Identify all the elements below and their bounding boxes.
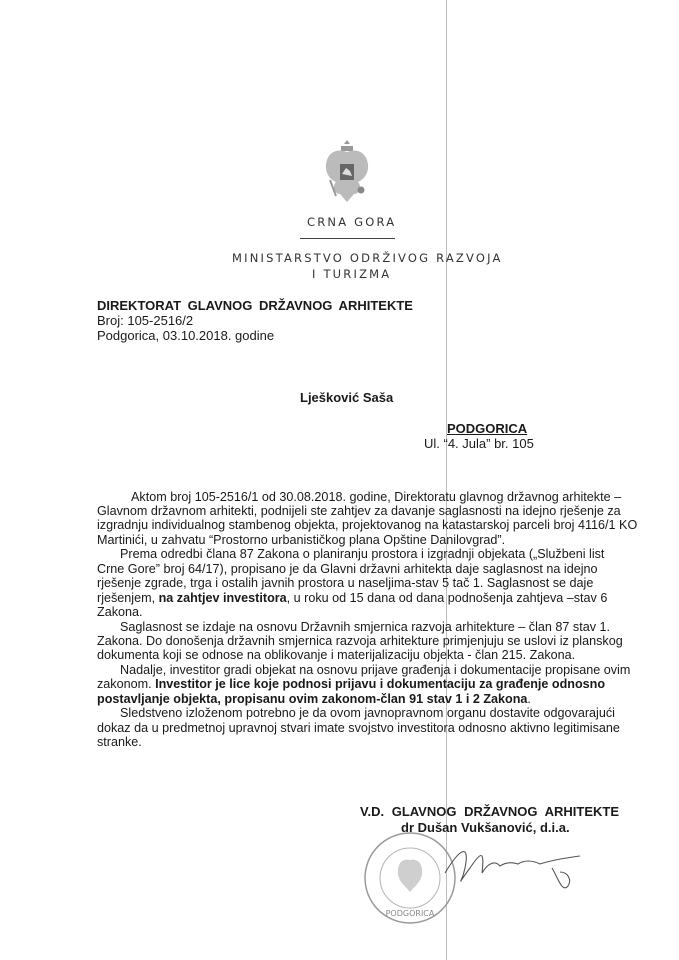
coat-of-arms-icon <box>322 138 372 208</box>
body-line: Zakona. Do donošenja državnih smjernica razvoja arhitekture primjenjuju se uslovi iz planskog <box>97 634 623 648</box>
signatory-name: dr Dušan Vukšanović, d.i.a. <box>401 820 570 835</box>
body-line: Aktom broj 105-2516/1 od 30.08.2018. godine, Direktoratu glavnog državnog arhitekte – <box>131 490 622 504</box>
recipient-city <box>447 421 527 436</box>
signatory-title: V.D. GLAVNOG DRŽAVNOG ARHITEKTE <box>360 804 620 819</box>
text: zakonom. <box>97 677 156 691</box>
body-line: izgradnju individualnog stambenog objekta, projektovanog na katastarskoj parceli broj 4116/1 KO <box>97 518 638 532</box>
body-line: Crne Gore” broj 64/17), propisano je da Glavni državni arhitekta daje saglasnost na idejno <box>97 562 598 576</box>
body-line: stranke. <box>97 735 142 749</box>
country-name: CRNA GORA <box>307 215 397 229</box>
ministry-name-line2: I TURIZMA <box>312 267 392 281</box>
handwritten-signature <box>440 838 590 898</box>
body-line: Saglasnost se izdaje na osnovu Državnih smjernica razvoja arhitekture – član 87 stav 1. <box>120 620 611 634</box>
body-line: Nadalje, investitor gradi objekat na osnovu prijave građenja i dokumentacije propisane ovim <box>120 663 631 677</box>
text: rješenjem, <box>97 591 159 605</box>
place-date: Podgorica, 03.10.2018. godine <box>97 328 275 343</box>
ministry-name-line1: MINISTARSTVO ODRŽIVOG RAZVOJA <box>232 251 503 265</box>
emphasis: Investitor je lice koje podnosi prijavu i dokumentaciju za građenje odnosno <box>155 677 606 691</box>
body-line <box>97 692 572 706</box>
document-number: Broj: 105-2516/2 <box>97 313 194 328</box>
directorate-name: DIREKTORAT GLAVNOG DRŽAVNOG ARHITEKTE <box>97 298 413 313</box>
recipient-name: Lješković Saša <box>300 390 394 405</box>
recipient-city-text: PODGORICA <box>447 421 528 436</box>
body-line <box>97 591 608 605</box>
header-divider <box>300 238 395 239</box>
emphasis: na zahtjev investitora <box>158 591 287 605</box>
emphasis: postavljanje objekta, propisanu ovim zakonom-član 91 stav 1 i 2 Zakona <box>97 692 528 706</box>
body-line <box>97 677 606 691</box>
body-line: dokumenta koji se odnose na oblikovanje i materijalizaciju objekta - član 215. Zakona. <box>97 648 576 662</box>
body-line: Martinići, u zahvatu “Prostorno urbanističkog plana Opštine Danilovgrad”. <box>97 533 506 547</box>
body-line: Prema odredbi člana 87 Zakona o planiranju prostora i izgradnji objekata („Službeni list <box>120 547 605 561</box>
body-line: dokaz da u predmetnoj upravnoj stvari imate svojstvo investitora odnosno aktivno legitimisane <box>97 721 620 735</box>
body-line: Sledstveno izloženom potrebno je da ovom javnopravnom organu dostavite odgovarajući <box>120 706 615 720</box>
body-line: Glavnom državnom arhitekti, podnijeli ste zahtjev za davanje saglasnosti na idejno rješenje za <box>97 504 621 518</box>
body-line: Zakona. <box>97 605 143 619</box>
recipient-street: Ul. “4. Jula” br. 105 <box>424 436 534 451</box>
svg-text:PODGORICA: PODGORICA <box>385 909 435 918</box>
text: , u roku od 15 dana od dana podnošenja zahtjeva –stav 6 <box>286 591 608 605</box>
text: . <box>527 692 531 706</box>
body-line: rješenje zgrade, trga i ostalih javnih prostora u naseljima-stav 5 tač 1. Saglasnost se daje <box>97 576 594 590</box>
